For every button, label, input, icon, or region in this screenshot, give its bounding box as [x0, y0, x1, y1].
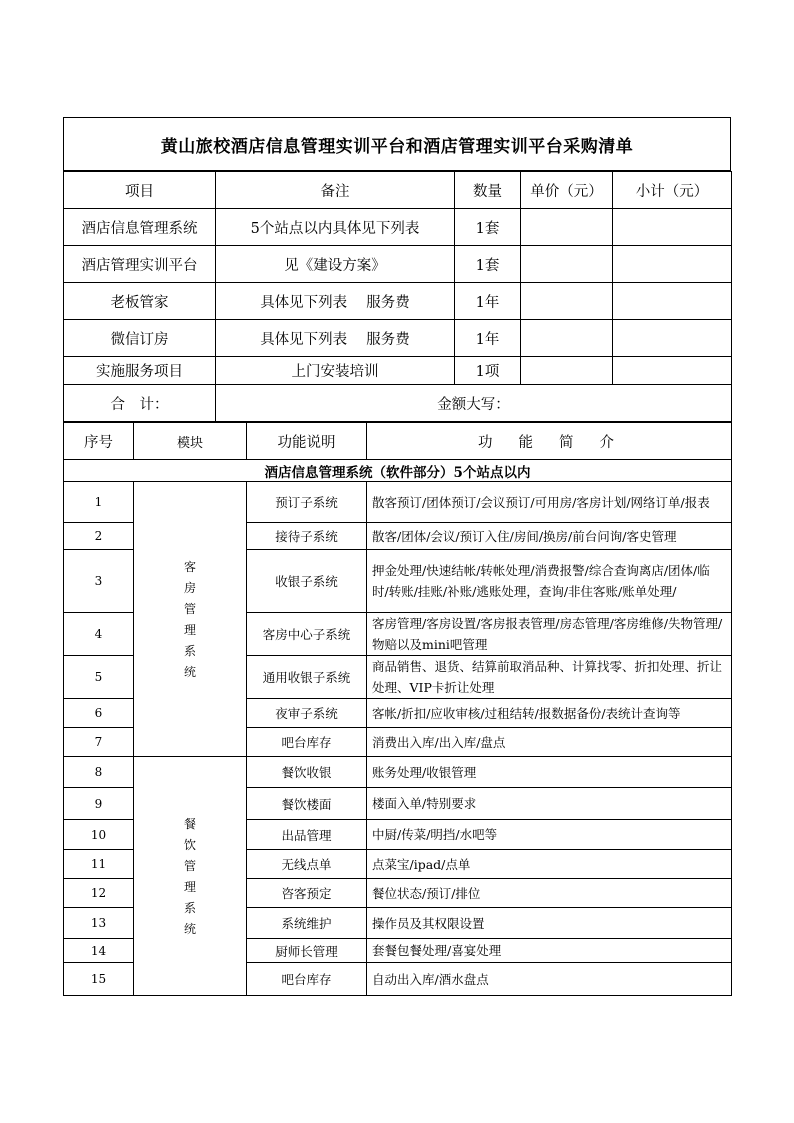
summary-subtotal: [613, 357, 732, 385]
summary-price: [521, 320, 613, 357]
summary-qty: 1项: [455, 357, 521, 385]
header-subtotal: 小计（元）: [613, 172, 732, 209]
summary-note: 上门安装培训: [216, 357, 455, 385]
detail-table: [63, 422, 732, 996]
function-description: 套餐包餐处理/喜宴处理: [367, 939, 732, 963]
summary-subtotal: [613, 320, 732, 357]
module-cell: [134, 757, 247, 996]
row-number: 13: [64, 908, 134, 939]
detail-header-row: [64, 423, 732, 460]
summary-item: 老板管家: [64, 283, 216, 320]
function-description: 消费出入库/出入库/盘点: [367, 728, 732, 757]
module-name: 餐饮管理系统: [183, 817, 196, 936]
row-number: 4: [64, 613, 134, 656]
summary-qty: 1年: [455, 283, 521, 320]
header-item: 项目: [64, 172, 216, 209]
function-name: 通用收银子系统: [247, 656, 367, 699]
module-name: 客房管理系统: [183, 560, 196, 679]
summary-qty: 1年: [455, 320, 521, 357]
function-description: 中厨/传菜/明挡/水吧等: [367, 820, 732, 850]
summary-item: 酒店信息管理系统: [64, 209, 216, 246]
function-name: 客房中心子系统: [247, 613, 367, 656]
header-note: 备注: [216, 172, 455, 209]
function-description: 客帐/折扣/应收审核/过租结转/报数据备份/表统计查询等: [367, 699, 732, 728]
function-name: 无线点单: [247, 850, 367, 879]
detail-row: [64, 757, 732, 788]
function-name: 接待子系统: [247, 523, 367, 550]
summary-subtotal: [613, 283, 732, 320]
function-description: 楼面入单/特别要求: [367, 788, 732, 820]
page-title: 黄山旅校酒店信息管理实训平台和酒店管理实训平台采购清单: [64, 118, 731, 171]
function-name: 咨客预定: [247, 879, 367, 908]
summary-row: [64, 246, 732, 283]
row-number: 9: [64, 788, 134, 820]
function-name: 餐饮楼面: [247, 788, 367, 820]
summary-note: 具体见下列表 服务费: [216, 283, 455, 320]
row-number: 14: [64, 939, 134, 963]
header-intro: 功能简介: [367, 423, 732, 460]
row-number: 3: [64, 550, 134, 613]
row-number: 2: [64, 523, 134, 550]
function-description: 点菜宝/ipad/点单: [367, 850, 732, 879]
row-number: 12: [64, 879, 134, 908]
function-description: 押金处理/快速结帐/转帐处理/消费报警/综合查询离店/团体/临时/转账/挂账/补账/逃账处理，查询/非住客账/账单处理/: [367, 550, 732, 613]
summary-row: [64, 320, 732, 357]
function-name: 收银子系统: [247, 550, 367, 613]
function-name: 出品管理: [247, 820, 367, 850]
summary-subtotal: [613, 246, 732, 283]
summary-item: 微信订房: [64, 320, 216, 357]
row-number: 15: [64, 963, 134, 996]
function-name: 系统维护: [247, 908, 367, 939]
summary-qty: 1套: [455, 246, 521, 283]
section-title: 酒店信息管理系统（软件部分）5个站点以内: [64, 460, 732, 482]
summary-table: [63, 171, 732, 422]
function-name: 吧台库存: [247, 963, 367, 996]
row-number: 10: [64, 820, 134, 850]
row-number: 1: [64, 482, 134, 523]
function-description: 客房管理/客房设置/客房报表管理/房态管理/客房维修/失物管理/物赔以及mini吧管理: [367, 613, 732, 656]
function-description: 商品销售、退货、结算前取消品种、计算找零、折扣处理、折让处理、VIP卡折让处理: [367, 656, 732, 699]
header-price: 单价（元）: [521, 172, 613, 209]
function-description: 散客/团体/会议/预订入住/房间/换房/前台问询/客史管理: [367, 523, 732, 550]
function-name: 夜审子系统: [247, 699, 367, 728]
row-number: 11: [64, 850, 134, 879]
summary-price: [521, 246, 613, 283]
function-description: 自动出入库/酒水盘点: [367, 963, 732, 996]
summary-qty: 1套: [455, 209, 521, 246]
header-qty: 数量: [455, 172, 521, 209]
summary-price: [521, 283, 613, 320]
header-module: 模块: [134, 423, 247, 460]
summary-row: [64, 209, 732, 246]
summary-price: [521, 209, 613, 246]
function-description: 账务处理/收银管理: [367, 757, 732, 788]
total-row: [64, 385, 732, 422]
function-name: 餐饮收银: [247, 757, 367, 788]
module-cell: [134, 482, 247, 757]
title-table: [63, 117, 731, 171]
summary-item: 实施服务项目: [64, 357, 216, 385]
detail-row: [64, 482, 732, 523]
summary-note: 见《建设方案》: [216, 246, 455, 283]
summary-header-row: [64, 172, 732, 209]
function-name: 吧台库存: [247, 728, 367, 757]
row-number: 7: [64, 728, 134, 757]
function-description: 散客预订/团体预订/会议预订/可用房/客房计划/网络订单/报表: [367, 482, 732, 523]
row-number: 5: [64, 656, 134, 699]
amount-in-words-label: 金额大写：: [216, 385, 732, 422]
header-no: 序号: [64, 423, 134, 460]
summary-item: 酒店管理实训平台: [64, 246, 216, 283]
header-function: 功能说明: [247, 423, 367, 460]
summary-price: [521, 357, 613, 385]
summary-note: 5个站点以内具体见下列表: [216, 209, 455, 246]
function-description: 餐位状态/预订/排位: [367, 879, 732, 908]
summary-subtotal: [613, 209, 732, 246]
row-number: 6: [64, 699, 134, 728]
function-description: 操作员及其权限设置: [367, 908, 732, 939]
purchase-list-sheet: [63, 117, 731, 996]
total-label: 合 计：: [64, 385, 216, 422]
summary-row: [64, 357, 732, 385]
section-title-row: [64, 460, 732, 482]
row-number: 8: [64, 757, 134, 788]
summary-row: [64, 283, 732, 320]
function-name: 预订子系统: [247, 482, 367, 523]
summary-note: 具体见下列表 服务费: [216, 320, 455, 357]
function-name: 厨师长管理: [247, 939, 367, 963]
